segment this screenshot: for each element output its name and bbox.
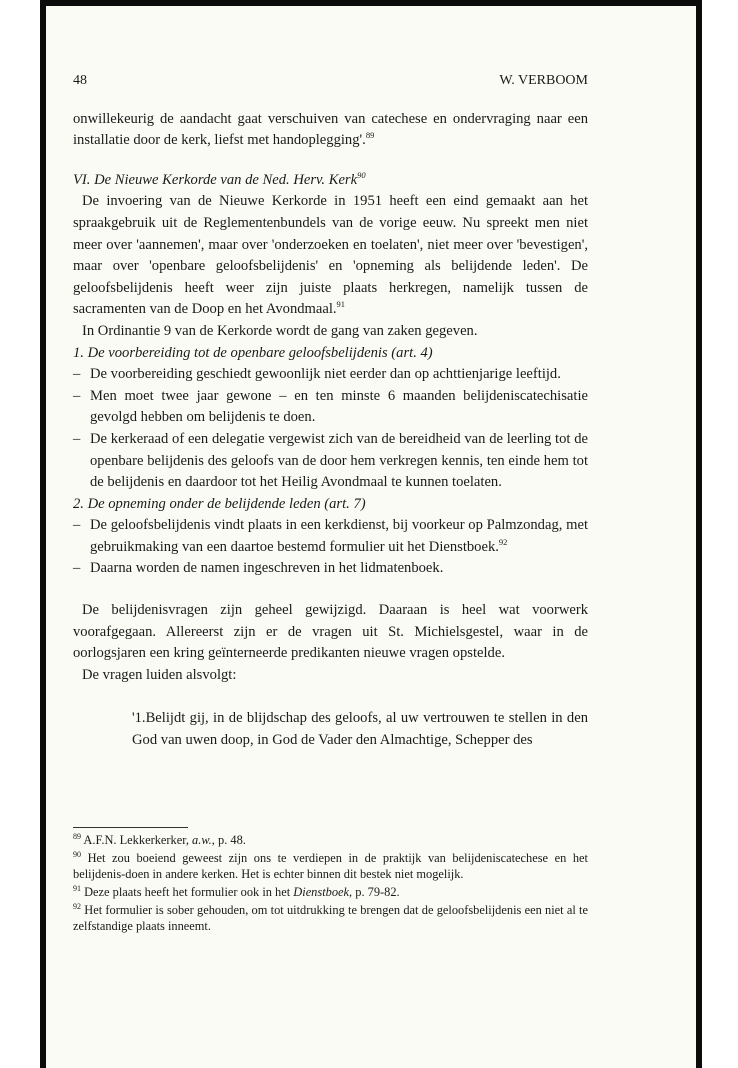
footnote-ref-91: 91 bbox=[336, 299, 346, 310]
scan-border-right bbox=[696, 0, 702, 1068]
paragraph-1: onwillekeurig de aandacht gaat verschuiven van catechese en ondervraging naar een installatie door de kerk, liefst met handoplegging'.$^{89}$ bbox=[73, 110, 588, 149]
footnote-89: $^{89}$ A.F.N. Lekkerkerker, a.w., p. 48. bbox=[73, 831, 246, 847]
list-item: – Daarna worden de namen ingeschreven in het lidmatenboek. bbox=[73, 560, 444, 577]
paragraph-4: De belijdenisvragen zijn geheel gewijzigd. Daaraan is heel wat voorwerk voorafgegaan. Allereerst zijn er de vragen uit St. Michielsgestel, waar in de oorlogsjaren een kring geïnterneerde predikanten nieuwe vragen opstelde. bbox=[73, 602, 588, 662]
paragraph-5: De vragen luiden alsvolgt: bbox=[82, 666, 237, 683]
list-item: – Men moet twee jaar gewone – en ten minste 6 maanden belijdeniscatechisatie gevolgd hebben om belijdenis te doen. bbox=[73, 387, 588, 426]
footnote-90: $^{90}$ Het zou boeiend geweest zijn ons te verdiepen in de praktijk van belijdeniscatechese en het belijdenis-doen in andere kerken. Het is echter binnen dit bestek niet mogelijk. bbox=[73, 849, 588, 881]
list-item: – De kerkeraad of een delegatie vergewist zich van de bereidheid van de leerling tot de openbare belijdenis des geloofs van de door hem verkregen kennis, ten einde hem tot de belijdenis en daardoor tot het Heilig Avondmaal te kunnen toelaten. bbox=[73, 430, 588, 491]
footnote-92: $^{92}$ Het formulier is sober gehouden, om tot uitdrukking te brengen dat de geloofsbelijdenis een niet al te zelfstandige plaats inneemt. bbox=[73, 901, 588, 933]
list-item: – De geloofsbelijdenis vindt plaats in een kerkdienst, bij voorkeur op Palmzondag, met gebruikmaking van een daartoe bestemd formulier uit het Dienstboek.$^{92}$ bbox=[73, 517, 588, 555]
page-content bbox=[73, 70, 588, 752]
footnote-ref-90: 90 bbox=[357, 169, 366, 180]
subsection-title-2: 2. De opneming onder de belijdende leden (art. 7) bbox=[73, 495, 366, 512]
footnote-ref-92: 92 bbox=[498, 537, 508, 548]
section-title: VI. De Nieuwe Kerkorde van de Ned. Herv. Kerk$^{90}$ bbox=[73, 169, 366, 188]
list-item: – De voorbereiding geschiedt gewoonlijk niet eerder dan op achttienjarige leeftijd. bbox=[73, 366, 561, 383]
block-quote: '1.Belijdt gij, in de blijdschap des geloofs, al uw vertrouwen te stellen in den God van uwen doop, in God de Vader den Almachtige, Schepper des bbox=[132, 710, 588, 749]
paragraph-3: In Ordinantie 9 van de Kerkorde wordt de gang van zaken gegeven. bbox=[82, 322, 478, 339]
paragraph-gap bbox=[73, 580, 588, 600]
subsection-title-1: 1. De voorbereiding tot de openbare geloofsbelijdenis (art. 4) bbox=[73, 344, 433, 361]
page-number: 48 bbox=[73, 73, 87, 88]
footnotes bbox=[73, 832, 588, 936]
running-head: W. VERBOOM bbox=[499, 73, 588, 88]
footnote-ref-89: 89 bbox=[365, 130, 375, 141]
page-header bbox=[73, 70, 588, 92]
footnote-rule bbox=[73, 827, 188, 828]
footnote-91: $^{91}$ Deze plaats heeft het formulier ook in het Dienstboek, p. 79-82. bbox=[73, 883, 400, 899]
paragraph-2: De invoering van de Nieuwe Kerkorde in 1951 heeft een eind gemaakt aan het spraakgebruik uit de Reglementenbundels van de vorige eeuw. Nu spreekt men niet meer over 'aannemen', maar over 'onderzoeken en toelaten', niet meer over 'bevestigen', maar over 'openbare geloofsbelijdenis' en 'opneming als belijdende leden'. De geloofsbelijdenis heeft weer zijn juiste plaats herkregen, namelijk tussen de sacramenten van de Doop en het Avondmaal.$^{91}$ bbox=[73, 193, 588, 318]
